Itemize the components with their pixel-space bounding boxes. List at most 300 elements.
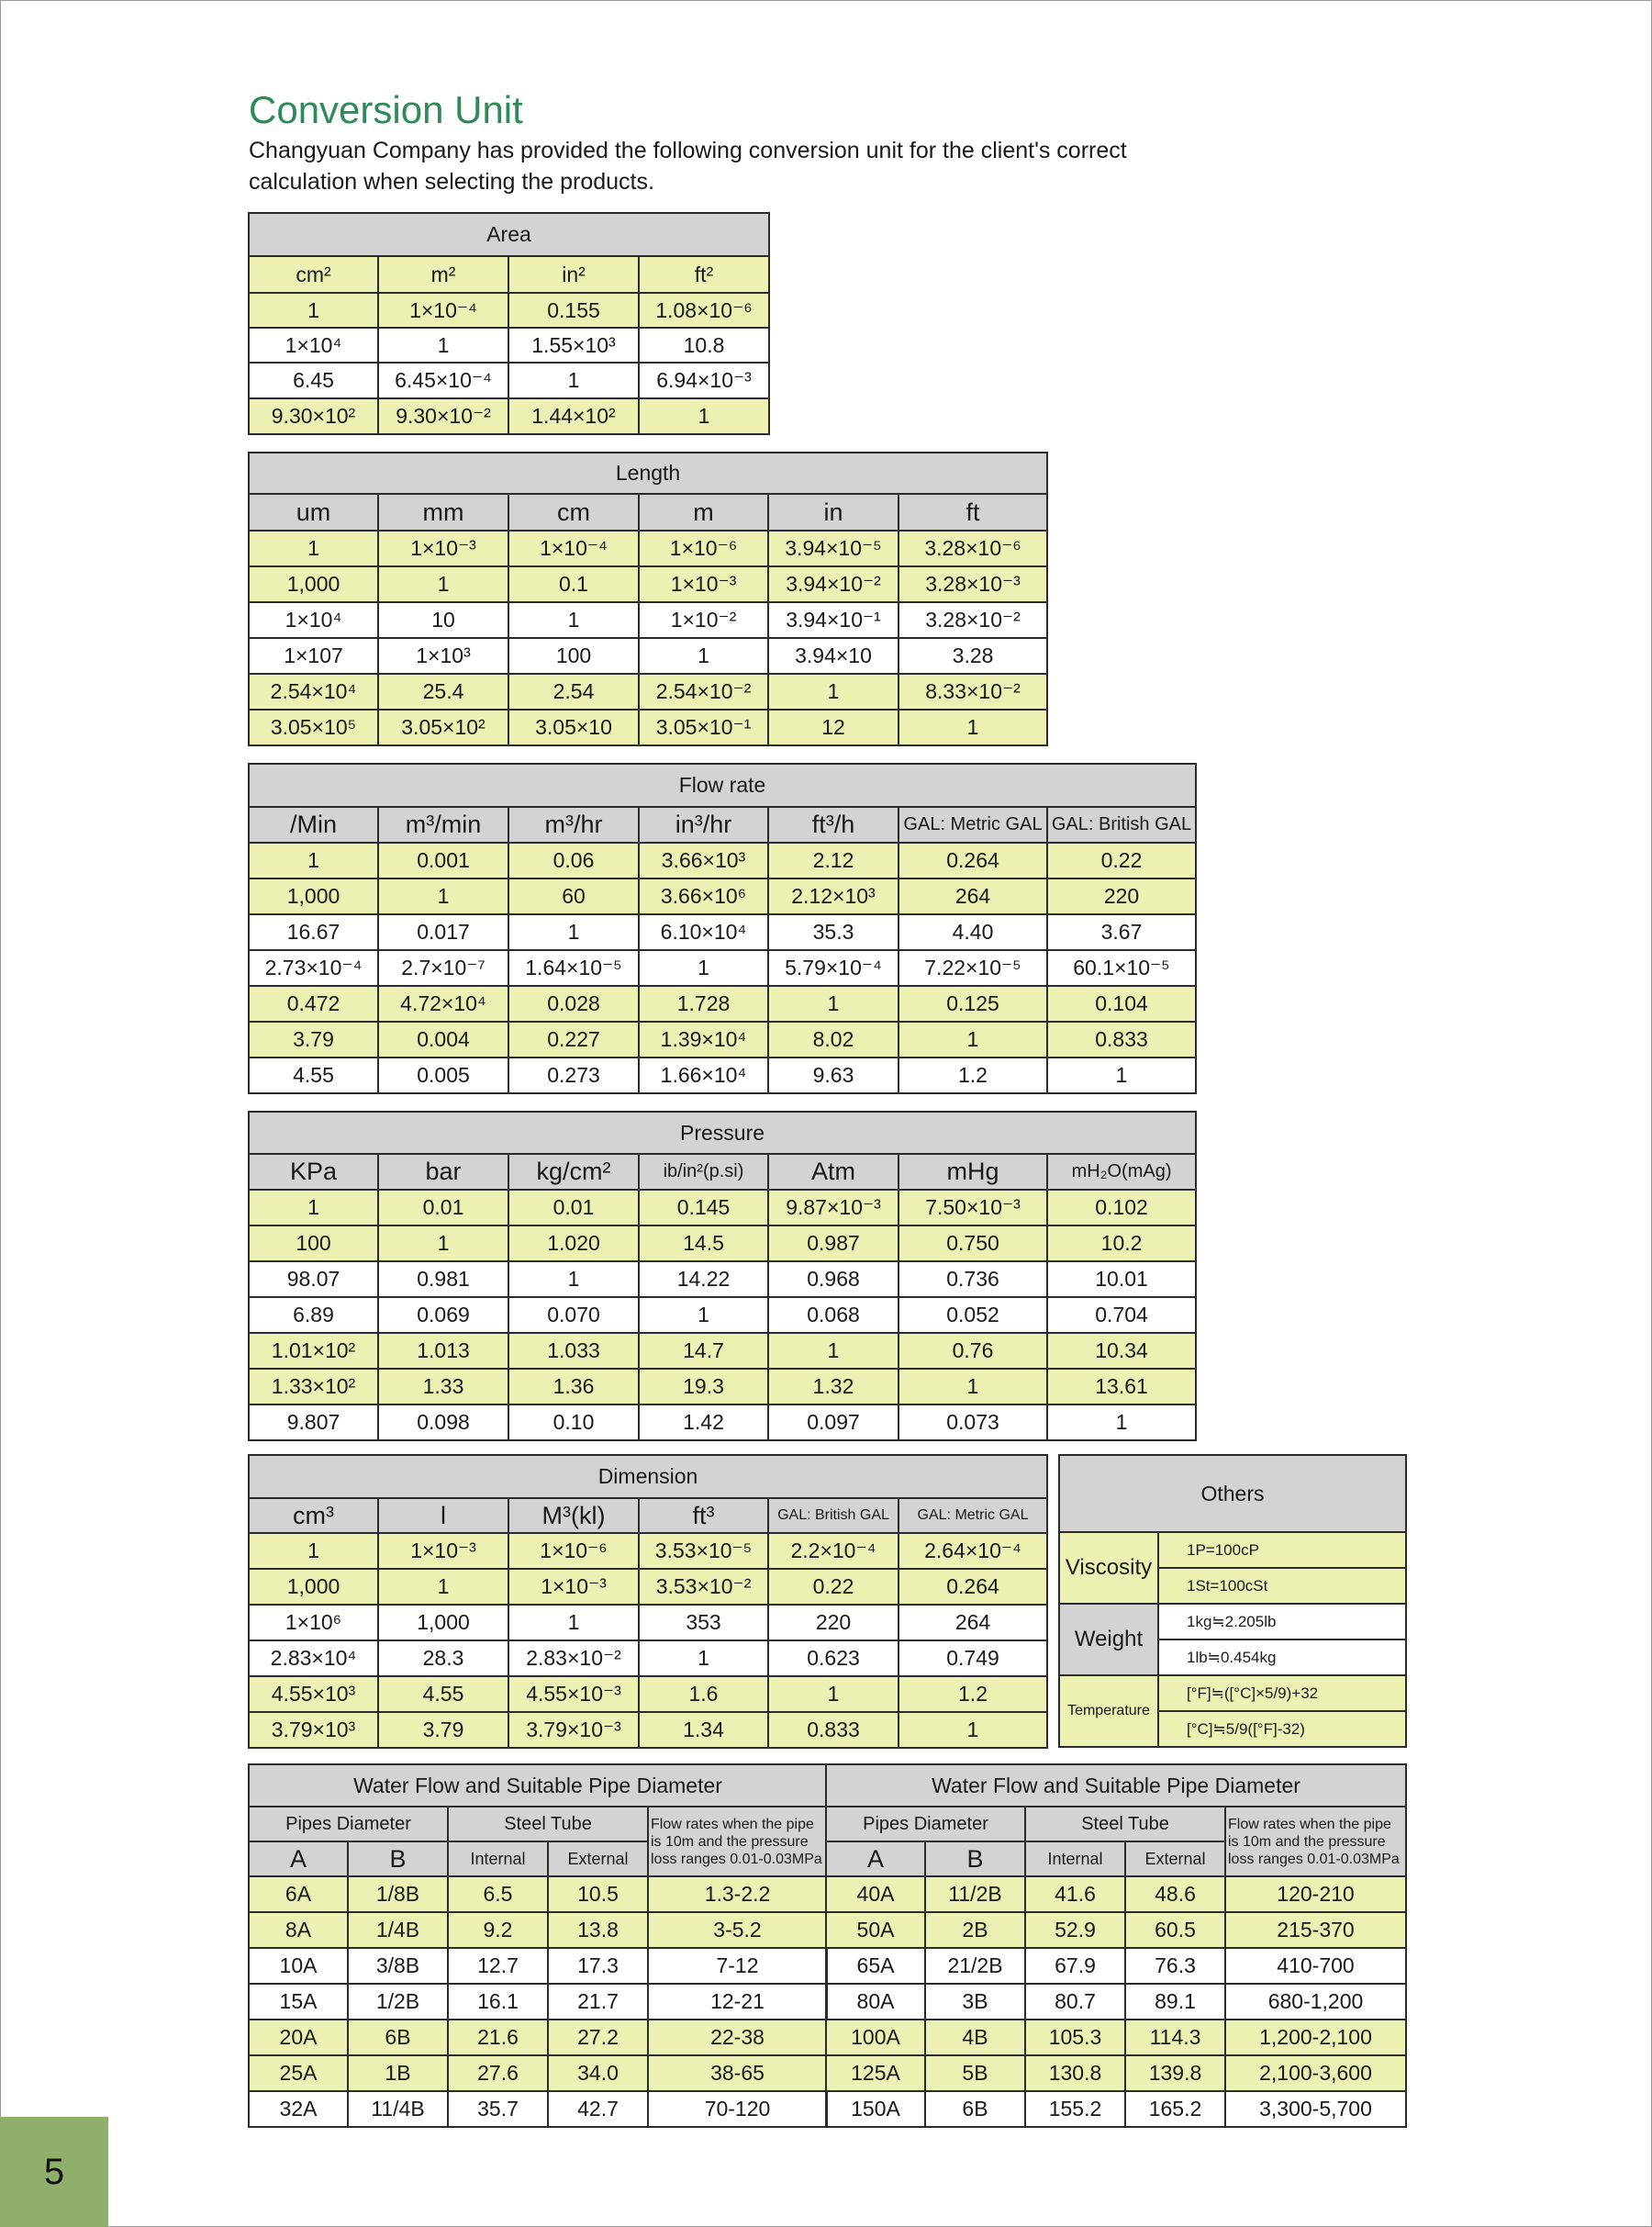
dimension-cell: 1 <box>508 1605 639 1640</box>
length-header: ft <box>899 494 1047 531</box>
pipe-title: Water Flow and Suitable Pipe Diameter <box>249 1764 827 1807</box>
flow-cell: 0.125 <box>899 986 1047 1022</box>
pipe-cell: 60.5 <box>1125 1912 1225 1948</box>
length-title: Length <box>249 453 1047 494</box>
pressure-header: KPa <box>249 1154 378 1190</box>
pipes-diameter-header: Pipes Diameter <box>249 1807 448 1841</box>
flow-cell: 8.02 <box>768 1022 899 1058</box>
dimension-cell: 4.55 <box>378 1676 508 1712</box>
flow-cell: 1 <box>378 878 508 914</box>
weight-label: Weight <box>1059 1604 1158 1675</box>
length-header: cm <box>508 494 639 531</box>
pipes-diameter-header: Pipes Diameter <box>826 1807 1025 1841</box>
dimension-cell: 0.264 <box>899 1569 1047 1605</box>
pressure-cell: 0.10 <box>508 1404 639 1440</box>
pipe-table-left <box>248 1763 828 2128</box>
steel-tube-header: Steel Tube <box>448 1807 648 1841</box>
area-cell: 1.08×10⁻⁶ <box>639 293 769 328</box>
pressure-cell: 1 <box>249 1190 378 1225</box>
flow-header: ft³/h <box>768 807 899 843</box>
pressure-cell: 1 <box>768 1333 899 1369</box>
length-header: mm <box>378 494 508 531</box>
flow-cell: 1,000 <box>249 878 378 914</box>
length-cell: 1,000 <box>249 566 378 602</box>
pressure-cell: 0.097 <box>768 1404 899 1440</box>
internal-header: Internal <box>1025 1841 1125 1876</box>
pipe-cell: 114.3 <box>1125 2020 1225 2055</box>
pipe-cell: 34.0 <box>548 2055 648 2091</box>
pipe-cell: 155.2 <box>1025 2091 1125 2127</box>
flow-cell: 0.001 <box>378 843 508 878</box>
others-table <box>1058 1454 1407 1748</box>
flow-cell: 6.10×10⁴ <box>639 914 768 950</box>
pressure-cell: 0.736 <box>899 1261 1047 1297</box>
pressure-cell: 0.102 <box>1047 1190 1196 1225</box>
pipe-cell: 21.6 <box>448 2020 548 2055</box>
length-cell: 10 <box>378 602 508 638</box>
length-table <box>248 452 1048 746</box>
flow-header: GAL: Metric GAL <box>899 807 1047 843</box>
viscosity-label: Viscosity <box>1059 1532 1158 1604</box>
flow-cell: 2.7×10⁻⁷ <box>378 950 508 986</box>
length-cell: 0.1 <box>508 566 639 602</box>
pressure-header: bar <box>378 1154 508 1190</box>
dimension-title: Dimension <box>249 1455 1047 1498</box>
pipe-cell: 10A <box>249 1948 348 1984</box>
pipe-cell: 41.6 <box>1025 1876 1125 1912</box>
dimension-cell: 4.55×10⁻³ <box>508 1676 639 1712</box>
pipe-cell: 76.3 <box>1125 1948 1225 1984</box>
viscosity-value: 1P=100cP <box>1158 1532 1406 1568</box>
dimension-cell: 3.79 <box>378 1712 508 1748</box>
dimension-cell: 0.833 <box>768 1712 899 1748</box>
area-cell: 1.44×10² <box>508 398 639 434</box>
pipe-cell: 3-5.2 <box>648 1912 827 1948</box>
pressure-cell: 10.34 <box>1047 1333 1196 1369</box>
flow-cell: 1 <box>249 843 378 878</box>
length-cell: 3.05×10⁻¹ <box>639 710 768 745</box>
pressure-cell: 0.987 <box>768 1225 899 1261</box>
length-cell: 1 <box>508 602 639 638</box>
pipe-cell: 20A <box>249 2020 348 2055</box>
flow-title: Flow rate <box>249 764 1196 807</box>
length-cell: 3.94×10⁻¹ <box>768 602 899 638</box>
pipe-cell: 15A <box>249 1984 348 2020</box>
pipe-cell: 7-12 <box>648 1948 827 1984</box>
pressure-cell: 1 <box>508 1261 639 1297</box>
flow-note-header: Flow rates when the pipe is 10m and the pressure loss ranges 0.01-0.03MPa <box>1225 1807 1406 1876</box>
pipe-cell: 9.2 <box>448 1912 548 1948</box>
dimension-cell: 1 <box>768 1676 899 1712</box>
pressure-title: Pressure <box>249 1112 1196 1154</box>
length-cell: 1 <box>899 710 1047 745</box>
pressure-cell: 1 <box>899 1369 1047 1404</box>
length-cell: 1 <box>249 531 378 566</box>
length-cell: 3.94×10⁻² <box>768 566 899 602</box>
dimension-header: GAL: Metric GAL <box>899 1498 1047 1533</box>
pressure-cell: 1.01×10² <box>249 1333 378 1369</box>
area-header: cm² <box>249 256 378 293</box>
pipe-cell: 10.5 <box>548 1876 648 1912</box>
pipe-cell: 65A <box>826 1948 925 1984</box>
weight-value: 1lb≒0.454kg <box>1158 1639 1406 1675</box>
pressure-cell: 1.013 <box>378 1333 508 1369</box>
weight-value: 1kg≒2.205lb <box>1158 1604 1406 1639</box>
area-cell: 0.155 <box>508 293 639 328</box>
pipe-cell: 410-700 <box>1225 1948 1406 1984</box>
pipe-cell: 6B <box>348 2020 448 2055</box>
pipe-cell: 40A <box>826 1876 925 1912</box>
temperature-value: [°C]≒5/9([°F]-32) <box>1158 1711 1406 1747</box>
pressure-cell: 100 <box>249 1225 378 1261</box>
area-cell: 9.30×10² <box>249 398 378 434</box>
pressure-cell: 0.073 <box>899 1404 1047 1440</box>
dimension-cell: 1.6 <box>639 1676 768 1712</box>
dimension-cell: 1.34 <box>639 1712 768 1748</box>
pipe-cell: 25A <box>249 2055 348 2091</box>
pressure-cell: 0.750 <box>899 1225 1047 1261</box>
dimension-cell: 1,000 <box>249 1569 378 1605</box>
pipe-cell: 13.8 <box>548 1912 648 1948</box>
pipe-cell: 12-21 <box>648 1984 827 2020</box>
length-cell: 2.54×10⁻² <box>639 674 768 710</box>
external-header: External <box>548 1841 648 1876</box>
area-cell: 1×10⁻⁴ <box>378 293 508 328</box>
pipe-cell: 125A <box>826 2055 925 2091</box>
dimension-cell: 1×10⁶ <box>249 1605 378 1640</box>
dimension-cell: 1 <box>249 1533 378 1569</box>
length-cell: 3.05×10² <box>378 710 508 745</box>
dimension-header: ft³ <box>639 1498 768 1533</box>
pipe-cell: 80.7 <box>1025 1984 1125 2020</box>
flow-cell: 5.79×10⁻⁴ <box>768 950 899 986</box>
pressure-header: Atm <box>768 1154 899 1190</box>
pressure-cell: 1.33×10² <box>249 1369 378 1404</box>
pipe-cell: 2B <box>925 1912 1025 1948</box>
flow-cell: 4.72×10⁴ <box>378 986 508 1022</box>
area-cell: 6.45×10⁻⁴ <box>378 363 508 398</box>
dimension-cell: 0.623 <box>768 1640 899 1676</box>
dimension-cell: 1×10⁻³ <box>378 1533 508 1569</box>
area-cell: 6.45 <box>249 363 378 398</box>
length-cell: 12 <box>768 710 899 745</box>
area-table <box>248 212 770 435</box>
area-cell: 6.94×10⁻³ <box>639 363 769 398</box>
pressure-cell: 1.36 <box>508 1369 639 1404</box>
pipe-cell: 8A <box>249 1912 348 1948</box>
external-header: External <box>1125 1841 1225 1876</box>
pipe-cell: 130.8 <box>1025 2055 1125 2091</box>
length-cell: 3.05×10 <box>508 710 639 745</box>
length-cell: 8.33×10⁻² <box>899 674 1047 710</box>
pressure-cell: 0.098 <box>378 1404 508 1440</box>
pipe-cell: 50A <box>826 1912 925 1948</box>
dimension-header: cm³ <box>249 1498 378 1533</box>
pressure-header: mH₂O(mAg) <box>1047 1154 1196 1190</box>
flow-cell: 60.1×10⁻⁵ <box>1047 950 1196 986</box>
flow-cell: 4.55 <box>249 1058 378 1093</box>
pressure-cell: 0.069 <box>378 1297 508 1333</box>
flow-cell: 0.005 <box>378 1058 508 1093</box>
flow-cell: 220 <box>1047 878 1196 914</box>
pipe-cell: 1/8B <box>348 1876 448 1912</box>
pipe-cell: 11/4B <box>348 2091 448 2127</box>
flow-cell: 1 <box>639 950 768 986</box>
pipe-table-right <box>825 1763 1407 2128</box>
flow-cell: 0.833 <box>1047 1022 1196 1058</box>
pipe-cell: 120-210 <box>1225 1876 1406 1912</box>
col-b-header: B <box>348 1841 448 1876</box>
pipe-cell: 48.6 <box>1125 1876 1225 1912</box>
flow-header: m³/hr <box>508 807 639 843</box>
pipe-cell: 3B <box>925 1984 1025 2020</box>
pressure-cell: 1.32 <box>768 1369 899 1404</box>
pressure-cell: 0.01 <box>378 1190 508 1225</box>
pressure-cell: 10.2 <box>1047 1225 1196 1261</box>
pipe-cell: 38-65 <box>648 2055 827 2091</box>
dimension-cell: 2.83×10⁴ <box>249 1640 378 1676</box>
length-cell: 3.28×10⁻³ <box>899 566 1047 602</box>
area-cell: 1×10⁴ <box>249 328 378 363</box>
dimension-cell: 1 <box>899 1712 1047 1748</box>
flow-cell: 1.66×10⁴ <box>639 1058 768 1093</box>
area-cell: 1 <box>508 363 639 398</box>
pipe-cell: 139.8 <box>1125 2055 1225 2091</box>
viscosity-value: 1St=100cSt <box>1158 1568 1406 1604</box>
pressure-cell: 9.87×10⁻³ <box>768 1190 899 1225</box>
pipe-cell: 27.6 <box>448 2055 548 2091</box>
flow-cell: 35.3 <box>768 914 899 950</box>
col-b-header: B <box>925 1841 1025 1876</box>
pressure-header: ib/in²(p.si) <box>639 1154 768 1190</box>
flow-cell: 1.2 <box>899 1058 1047 1093</box>
flow-cell: 264 <box>899 878 1047 914</box>
dimension-cell: 353 <box>639 1605 768 1640</box>
length-cell: 3.28×10⁻⁶ <box>899 531 1047 566</box>
area-header: in² <box>508 256 639 293</box>
pressure-cell: 7.50×10⁻³ <box>899 1190 1047 1225</box>
pipe-cell: 105.3 <box>1025 2020 1125 2055</box>
pressure-cell: 0.052 <box>899 1297 1047 1333</box>
pipe-cell: 100A <box>826 2020 925 2055</box>
flow-cell: 60 <box>508 878 639 914</box>
length-cell: 3.94×10⁻⁵ <box>768 531 899 566</box>
pressure-cell: 13.61 <box>1047 1369 1196 1404</box>
dimension-cell: 2.2×10⁻⁴ <box>768 1533 899 1569</box>
pipe-cell: 89.1 <box>1125 1984 1225 2020</box>
flow-cell: 0.227 <box>508 1022 639 1058</box>
pressure-cell: 1.033 <box>508 1333 639 1369</box>
col-a-header: A <box>826 1841 925 1876</box>
pipe-cell: 21/2B <box>925 1948 1025 1984</box>
dimension-cell: 1.2 <box>899 1676 1047 1712</box>
pressure-cell: 0.068 <box>768 1297 899 1333</box>
dimension-cell: 3.79×10⁻³ <box>508 1712 639 1748</box>
pressure-cell: 6.89 <box>249 1297 378 1333</box>
area-cell: 1 <box>249 293 378 328</box>
pipe-cell: 67.9 <box>1025 1948 1125 1984</box>
internal-header: Internal <box>448 1841 548 1876</box>
flow-cell: 9.63 <box>768 1058 899 1093</box>
flow-cell: 1 <box>508 914 639 950</box>
pressure-table <box>248 1111 1197 1441</box>
flow-cell: 3.79 <box>249 1022 378 1058</box>
pressure-cell: 1 <box>639 1297 768 1333</box>
length-cell: 2.54 <box>508 674 639 710</box>
flow-cell: 2.12×10³ <box>768 878 899 914</box>
length-cell: 1 <box>639 638 768 674</box>
length-cell: 1 <box>378 566 508 602</box>
pipe-title: Water Flow and Suitable Pipe Diameter <box>826 1764 1406 1807</box>
length-cell: 1×107 <box>249 638 378 674</box>
pressure-cell: 9.807 <box>249 1404 378 1440</box>
dimension-cell: 0.749 <box>899 1640 1047 1676</box>
dimension-table <box>248 1454 1048 1749</box>
pressure-cell: 14.5 <box>639 1225 768 1261</box>
pressure-cell: 98.07 <box>249 1261 378 1297</box>
page-number: 5 <box>0 2117 108 2227</box>
flow-note-header: Flow rates when the pipe is 10m and the pressure loss ranges 0.01-0.03MPa <box>648 1807 827 1876</box>
pipe-cell: 35.7 <box>448 2091 548 2127</box>
flow-cell: 1.728 <box>639 986 768 1022</box>
flow-cell: 0.472 <box>249 986 378 1022</box>
area-header: m² <box>378 256 508 293</box>
length-cell: 1×10³ <box>378 638 508 674</box>
flow-cell: 1.39×10⁴ <box>639 1022 768 1058</box>
pressure-cell: 14.22 <box>639 1261 768 1297</box>
pressure-header: mHg <box>899 1154 1047 1190</box>
area-cell: 1 <box>378 328 508 363</box>
flow-cell: 2.73×10⁻⁴ <box>249 950 378 986</box>
pipe-cell: 1.3-2.2 <box>648 1876 827 1912</box>
flow-cell: 3.66×10³ <box>639 843 768 878</box>
flow-cell: 1.64×10⁻⁵ <box>508 950 639 986</box>
length-cell: 1 <box>768 674 899 710</box>
area-title: Area <box>249 213 769 256</box>
pressure-cell: 0.070 <box>508 1297 639 1333</box>
flow-cell: 0.028 <box>508 986 639 1022</box>
dimension-cell: 264 <box>899 1605 1047 1640</box>
pressure-cell: 0.76 <box>899 1333 1047 1369</box>
dimension-cell: 0.22 <box>768 1569 899 1605</box>
flow-cell: 0.264 <box>899 843 1047 878</box>
dimension-cell: 1,000 <box>378 1605 508 1640</box>
pipe-cell: 6B <box>925 2091 1025 2127</box>
flow-header: GAL: British GAL <box>1047 807 1196 843</box>
length-cell: 1×10⁻³ <box>378 531 508 566</box>
length-header: in <box>768 494 899 531</box>
pipe-cell: 12.7 <box>448 1948 548 1984</box>
length-cell: 1×10⁻⁶ <box>639 531 768 566</box>
pipe-cell: 1/4B <box>348 1912 448 1948</box>
length-cell: 1×10⁻⁴ <box>508 531 639 566</box>
area-cell: 10.8 <box>639 328 769 363</box>
dimension-header: l <box>378 1498 508 1533</box>
pipe-cell: 17.3 <box>548 1948 648 1984</box>
length-cell: 100 <box>508 638 639 674</box>
pipe-cell: 80A <box>826 1984 925 2020</box>
flow-cell: 3.67 <box>1047 914 1196 950</box>
length-cell: 3.05×10⁵ <box>249 710 378 745</box>
length-cell: 1×10⁻² <box>639 602 768 638</box>
length-header: um <box>249 494 378 531</box>
area-cell: 1 <box>639 398 769 434</box>
flow-header: m³/min <box>378 807 508 843</box>
length-cell: 3.28 <box>899 638 1047 674</box>
flow-cell: 7.22×10⁻⁵ <box>899 950 1047 986</box>
pressure-cell: 0.01 <box>508 1190 639 1225</box>
pipe-cell: 215-370 <box>1225 1912 1406 1948</box>
pressure-header: kg/cm² <box>508 1154 639 1190</box>
pipe-cell: 52.9 <box>1025 1912 1125 1948</box>
length-cell: 2.54×10⁴ <box>249 674 378 710</box>
pipe-cell: 22-38 <box>648 2020 827 2055</box>
others-title: Others <box>1059 1455 1406 1532</box>
temperature-value: [°F]≒([°C]×5/9)+32 <box>1158 1675 1406 1711</box>
pipe-cell: 150A <box>826 2091 925 2127</box>
pipe-cell: 6A <box>249 1876 348 1912</box>
pipe-cell: 3/8B <box>348 1948 448 1984</box>
dimension-cell: 4.55×10³ <box>249 1676 378 1712</box>
pipe-cell: 16.1 <box>448 1984 548 2020</box>
pipe-cell: 1,200-2,100 <box>1225 2020 1406 2055</box>
flow-cell: 1 <box>899 1022 1047 1058</box>
length-cell: 1×10⁴ <box>249 602 378 638</box>
pressure-cell: 1.33 <box>378 1369 508 1404</box>
pipe-cell: 11/2B <box>925 1876 1025 1912</box>
dimension-cell: 2.64×10⁻⁴ <box>899 1533 1047 1569</box>
dimension-cell: 1×10⁻⁶ <box>508 1533 639 1569</box>
length-header: m <box>639 494 768 531</box>
pipe-cell: 3,300-5,700 <box>1225 2091 1406 2127</box>
pipe-cell: 70-120 <box>648 2091 827 2127</box>
flow-cell: 0.22 <box>1047 843 1196 878</box>
pipe-cell: 21.7 <box>548 1984 648 2020</box>
pipe-cell: 1/2B <box>348 1984 448 2020</box>
pipe-cell: 1B <box>348 2055 448 2091</box>
temperature-label: Temperature <box>1059 1675 1158 1747</box>
pressure-cell: 0.145 <box>639 1190 768 1225</box>
flow-cell: 0.06 <box>508 843 639 878</box>
pressure-cell: 1 <box>378 1225 508 1261</box>
col-a-header: A <box>249 1841 348 1876</box>
flow-cell: 0.104 <box>1047 986 1196 1022</box>
pressure-cell: 0.704 <box>1047 1297 1196 1333</box>
dimension-cell: 1×10⁻³ <box>508 1569 639 1605</box>
dimension-header: M³(kl) <box>508 1498 639 1533</box>
pipe-cell: 2,100-3,600 <box>1225 2055 1406 2091</box>
flow-header: in³/hr <box>639 807 768 843</box>
flow-cell: 1 <box>768 986 899 1022</box>
pressure-cell: 1.42 <box>639 1404 768 1440</box>
dimension-cell: 220 <box>768 1605 899 1640</box>
pressure-cell: 0.968 <box>768 1261 899 1297</box>
dimension-cell: 3.53×10⁻² <box>639 1569 768 1605</box>
flow-cell: 4.40 <box>899 914 1047 950</box>
steel-tube-header: Steel Tube <box>1025 1807 1225 1841</box>
pressure-cell: 1 <box>1047 1404 1196 1440</box>
area-header: ft² <box>639 256 769 293</box>
flow-header: /Min <box>249 807 378 843</box>
pressure-cell: 10.01 <box>1047 1261 1196 1297</box>
length-cell: 1×10⁻³ <box>639 566 768 602</box>
dimension-cell: 1 <box>378 1569 508 1605</box>
pipe-cell: 5B <box>925 2055 1025 2091</box>
flow-cell: 0.017 <box>378 914 508 950</box>
pressure-cell: 0.981 <box>378 1261 508 1297</box>
pressure-cell: 19.3 <box>639 1369 768 1404</box>
pipe-cell: 42.7 <box>548 2091 648 2127</box>
